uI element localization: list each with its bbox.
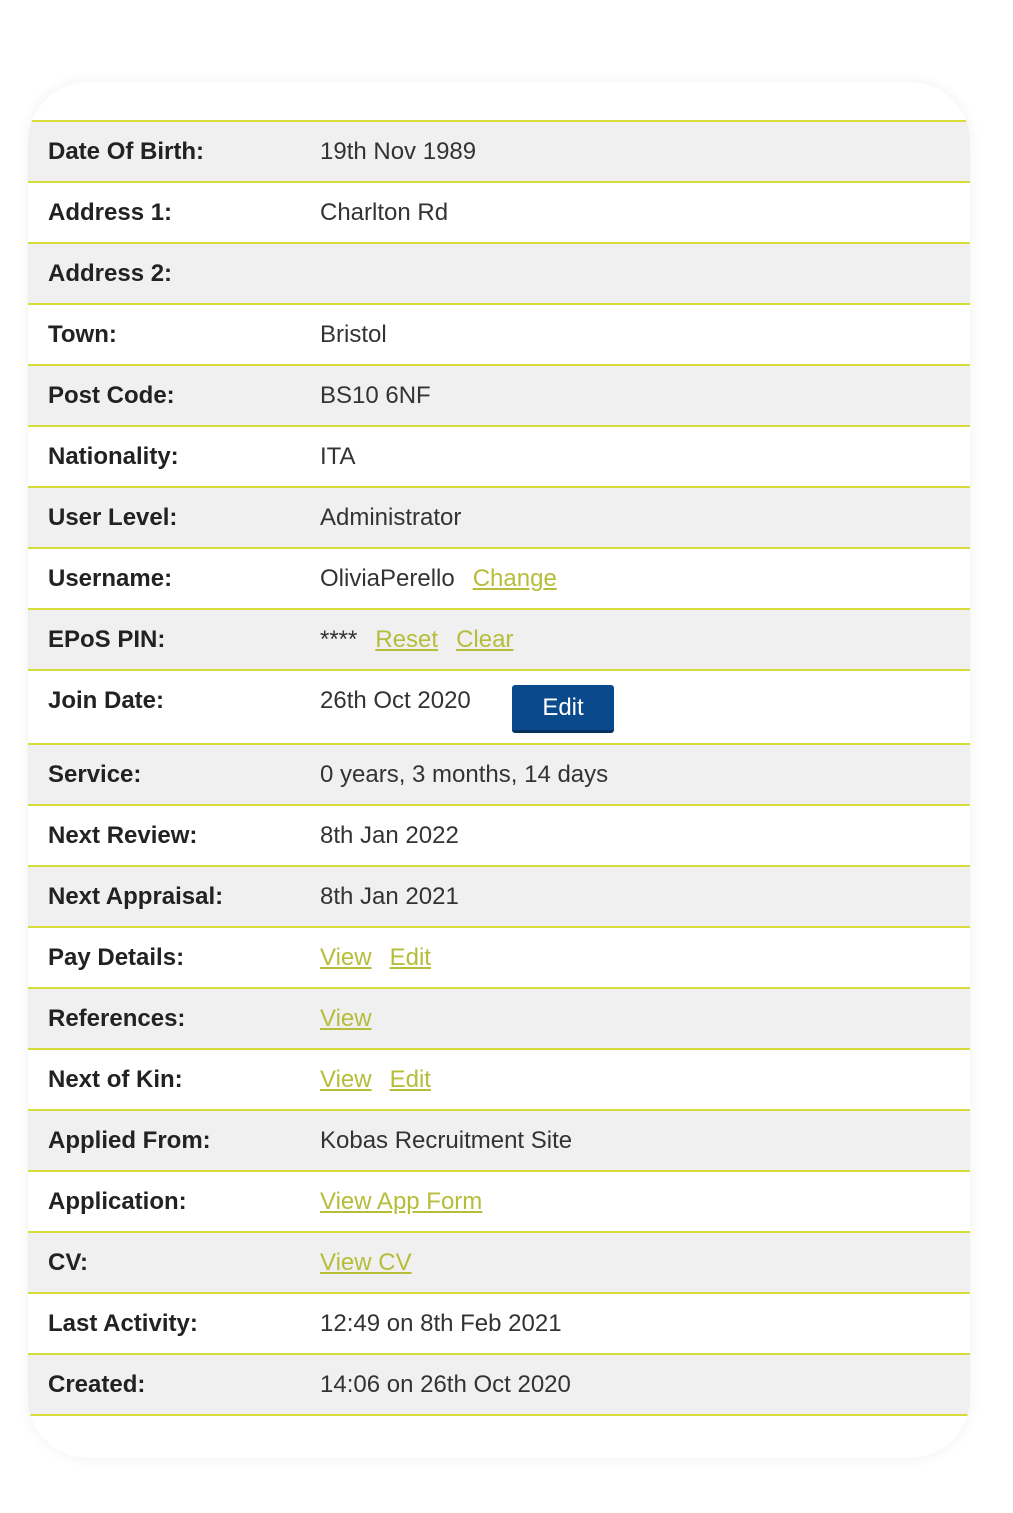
change-username-link[interactable]: Change (472, 565, 557, 592)
nationality-label: Nationality: (48, 443, 179, 470)
view-pay-details-link[interactable]: View (320, 944, 372, 971)
edit-join-date-button[interactable]: Edit (512, 685, 614, 733)
last-activity-label: Last Activity: (48, 1310, 198, 1337)
service-value: 0 years, 3 months, 14 days (320, 761, 609, 788)
row-epos-pin (28, 610, 970, 671)
row-references (28, 989, 970, 1050)
epos-pin-value-group (320, 610, 513, 669)
row-nationality (28, 427, 970, 488)
created-value: 14:06 on 26th Oct 2020 (320, 1371, 571, 1398)
row-application (28, 1172, 970, 1233)
row-address-2 (28, 244, 970, 305)
date-of-birth-label: Date Of Birth: (48, 138, 204, 165)
username-value-group (320, 549, 557, 608)
next-of-kin-label: Next of Kin: (48, 1066, 183, 1093)
nationality-value: ITA (320, 443, 356, 470)
row-applied-from (28, 1111, 970, 1172)
town-value: Bristol (320, 321, 387, 348)
edit-next-of-kin-link[interactable]: Edit (389, 1066, 431, 1093)
next-of-kin-links (320, 1050, 431, 1109)
next-review-value: 8th Jan 2022 (320, 822, 459, 849)
references-links (320, 989, 372, 1048)
cv-links (320, 1233, 412, 1292)
user-level-value: Administrator (320, 504, 462, 531)
row-post-code (28, 366, 970, 427)
profile-details-table (28, 120, 970, 1416)
epos-pin-value: **** (320, 626, 358, 653)
join-date-value: 26th Oct 2020 (320, 687, 471, 714)
application-label: Application: (48, 1188, 187, 1215)
next-review-label: Next Review: (48, 822, 198, 849)
address-1-value: Charlton Rd (320, 199, 449, 226)
created-label: Created: (48, 1371, 146, 1398)
row-created (28, 1355, 970, 1416)
last-activity-value: 12:49 on 8th Feb 2021 (320, 1310, 562, 1337)
row-username (28, 549, 970, 610)
row-next-review (28, 806, 970, 867)
user-level-label: User Level: (48, 504, 178, 531)
row-join-date (28, 671, 970, 745)
next-appraisal-label: Next Appraisal: (48, 883, 224, 910)
pay-details-links (320, 928, 431, 987)
reset-pin-link[interactable]: Reset (375, 626, 439, 653)
row-user-level (28, 488, 970, 549)
pay-details-label: Pay Details: (48, 944, 185, 971)
applied-from-label: Applied From: (48, 1127, 211, 1154)
username-label: Username: (48, 565, 173, 592)
row-pay-details (28, 928, 970, 989)
clear-pin-link[interactable]: Clear (456, 626, 514, 653)
row-address-1 (28, 183, 970, 244)
edit-pay-details-link[interactable]: Edit (389, 944, 431, 971)
date-of-birth-value: 19th Nov 1989 (320, 138, 477, 165)
row-service (28, 745, 970, 806)
post-code-value: BS10 6NF (320, 382, 431, 409)
username-value: OliviaPerello (320, 565, 455, 592)
address-2-label: Address 2: (48, 260, 173, 287)
profile-card (28, 82, 970, 1458)
address-1-label: Address 1: (48, 199, 173, 226)
row-date-of-birth (28, 122, 970, 183)
view-app-form-link[interactable]: View App Form (320, 1188, 483, 1215)
view-cv-link[interactable]: View CV (320, 1249, 412, 1276)
service-label: Service: (48, 761, 142, 788)
post-code-label: Post Code: (48, 382, 175, 409)
row-cv (28, 1233, 970, 1294)
cv-label: CV: (48, 1249, 89, 1276)
row-town (28, 305, 970, 366)
join-date-label: Join Date: (48, 687, 165, 714)
town-label: Town: (48, 321, 117, 348)
application-links (320, 1172, 482, 1231)
row-next-appraisal (28, 867, 970, 928)
view-next-of-kin-link[interactable]: View (320, 1066, 372, 1093)
view-references-link[interactable]: View (320, 1005, 372, 1032)
row-next-of-kin (28, 1050, 970, 1111)
epos-pin-label: EPoS PIN: (48, 626, 166, 653)
references-label: References: (48, 1005, 186, 1032)
applied-from-value: Kobas Recruitment Site (320, 1127, 573, 1154)
next-appraisal-value: 8th Jan 2021 (320, 883, 459, 910)
row-last-activity (28, 1294, 970, 1355)
